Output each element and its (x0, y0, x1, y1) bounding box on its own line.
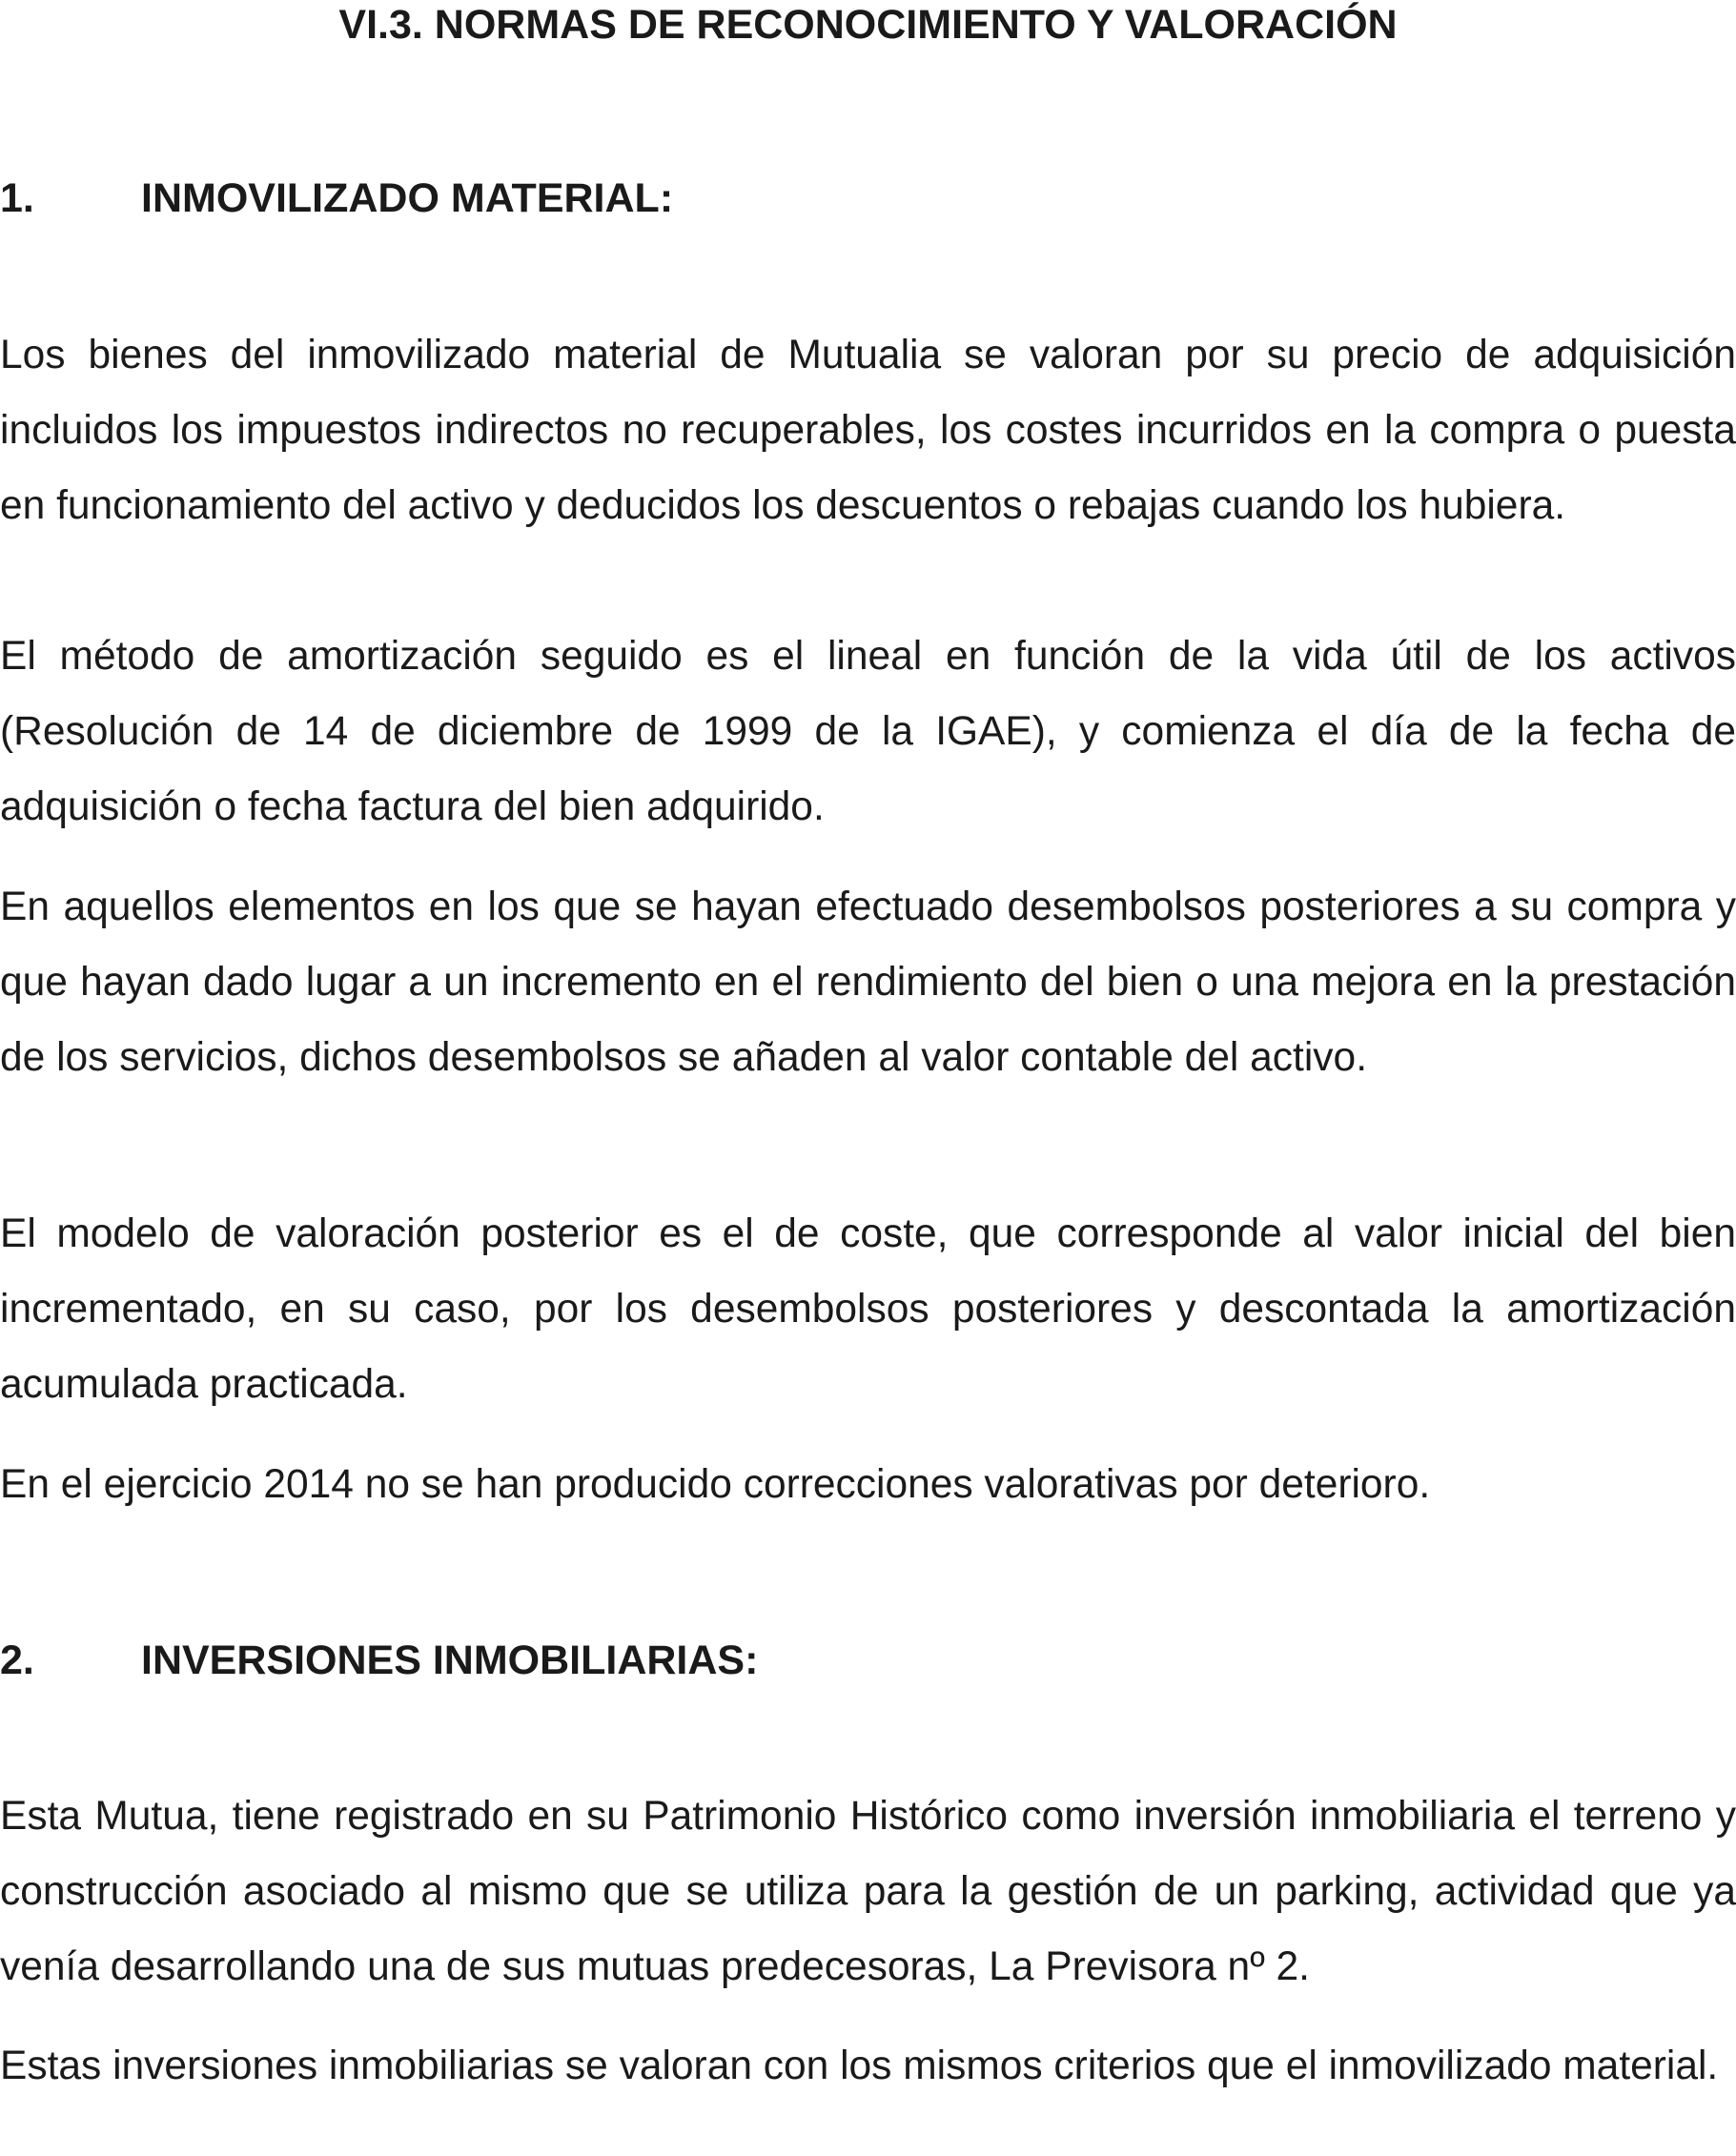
paragraph: Estas inversiones inmobiliarias se valoran con los mismos criterios que el inmovilizado material. (0, 2044, 1719, 2088)
paragraph: El método de amortización seguido es el lineal en función de la vida útil de los activos (Resolución de 14 de diciembre de 1999 de la IGAE), y comienza el día de la fecha de adquisición o fecha factura del bien adquirido. (0, 634, 1736, 829)
section-number: 2. (0, 1637, 34, 1683)
paragraph: Los bienes del inmovilizado material de Mutualia se valoran por su precio de adquisición incluidos los impuestos indirectos no recuperables, los costes incurridos en la compra o puesta en funcionamiento del activo y deducidos los descuentos o rebajas cuando los hubiera. (0, 333, 1736, 528)
section-number: 1. (0, 175, 34, 221)
section-title: INVERSIONES INMOBILIARIAS: (141, 1637, 759, 1683)
paragraph: En aquellos elementos en los que se hayan efectuado desembolsos posteriores a su compra y que hayan dado lugar a un incremento en el rendimiento del bien o una mejora en la prestación de los servicios, dichos desembolsos se añaden al valor contable del activo. (0, 885, 1736, 1080)
section-heading-inmovilizado (0, 173, 673, 223)
paragraph: El modelo de valoración posterior es el de coste, que corresponde al valor inicial del bien incrementado, en su caso, por los desembolsos posteriores y descontada la amortización acumulada practicada. (0, 1211, 1736, 1407)
section-heading-inversiones (0, 1636, 758, 1685)
paragraph: Esta Mutua, tiene registrado en su Patrimonio Histórico como inversión inmobiliaria el terreno y construcción asociado al mismo que se utiliza para la gestión de un parking, actividad que ya venía desarrollando una de sus mutuas predecesoras, La Previsora nº 2. (0, 1794, 1736, 1989)
paragraph: En el ejercicio 2014 no se han producido correcciones valorativas por deterioro. (0, 1462, 1431, 1507)
document-title: VI.3. NORMAS DE RECONOCIMIENTO Y VALORACIÓN (338, 2, 1398, 48)
section-title: INMOVILIZADO MATERIAL: (141, 175, 674, 221)
